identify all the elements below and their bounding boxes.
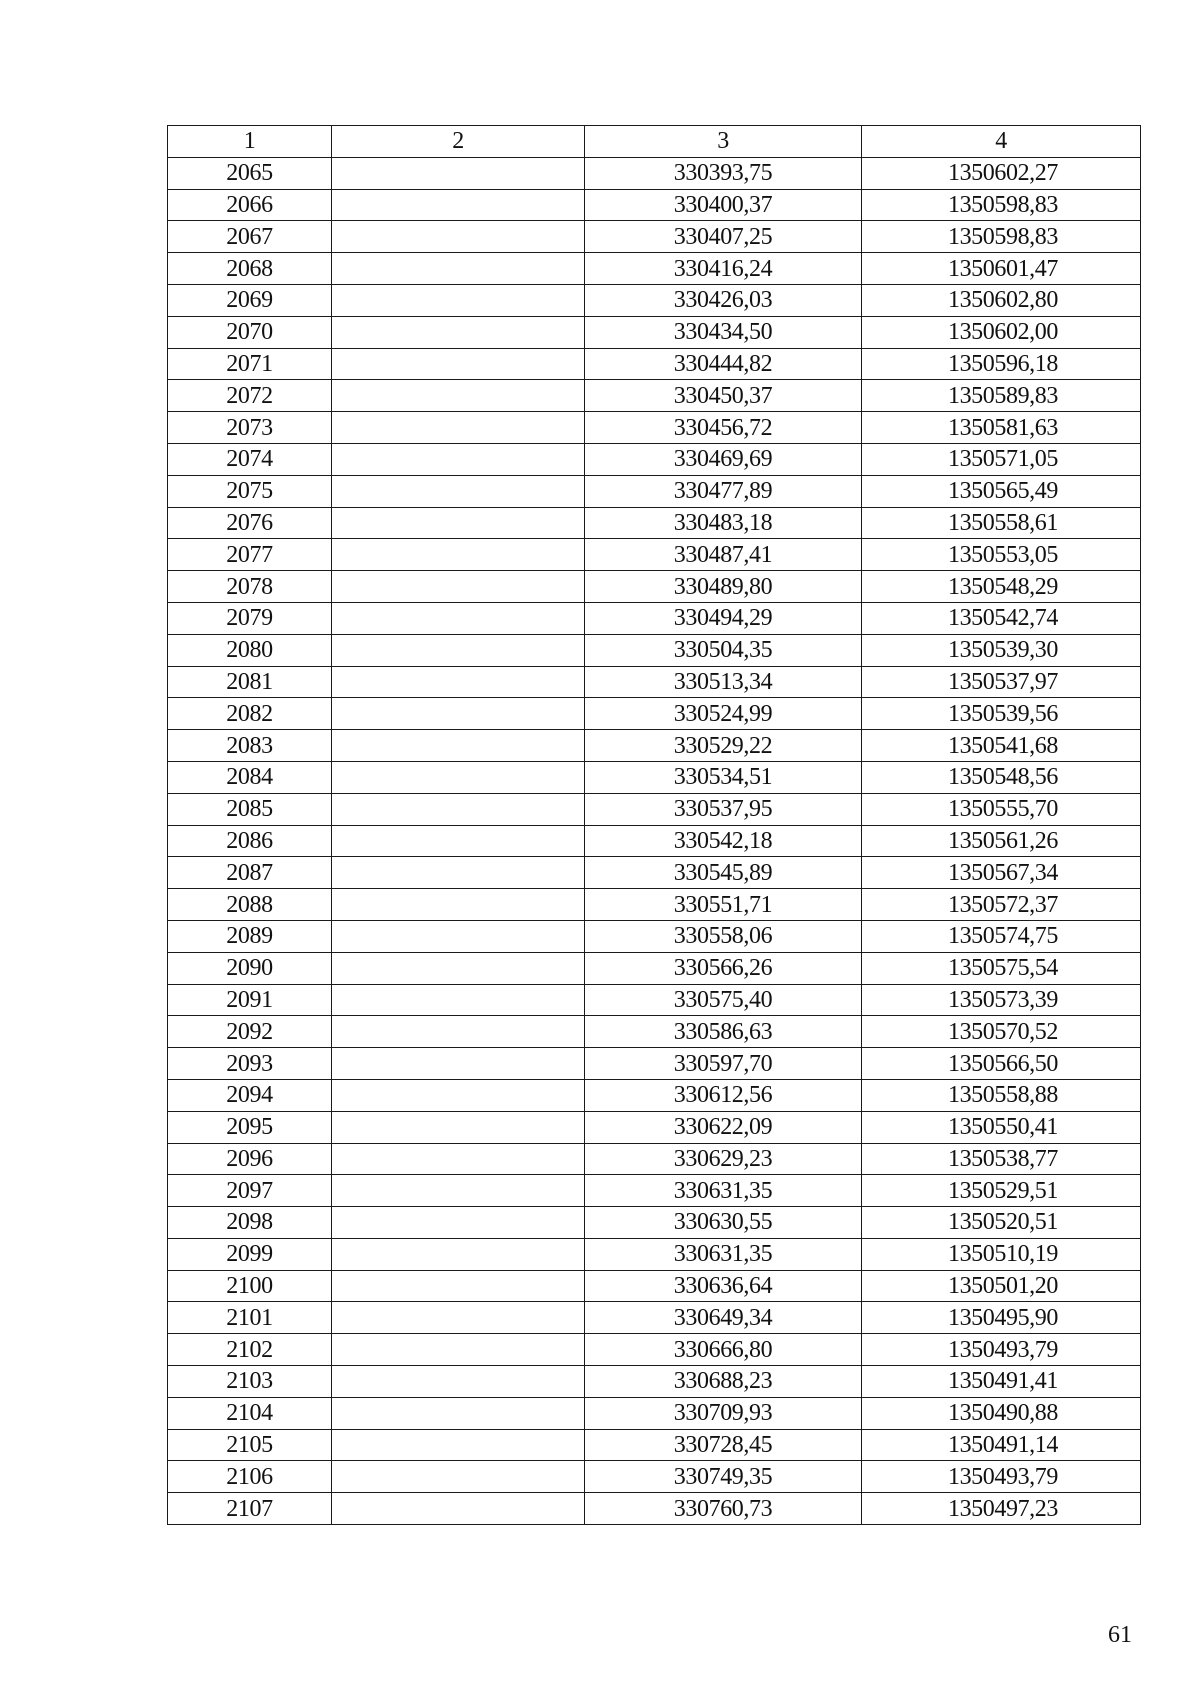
- table-cell-col-1: 2066: [168, 189, 332, 221]
- table-cell-col-2: [332, 475, 585, 507]
- table-cell-col-4: 1350596,18: [862, 348, 1141, 380]
- table-cell-col-1: 2077: [168, 539, 332, 571]
- coordinates-table: [167, 125, 1141, 1525]
- table-cell-col-4: 1350602,27: [862, 157, 1141, 189]
- table-cell-col-4: 1350573,39: [862, 984, 1141, 1016]
- table-cell-col-3: 330477,89: [585, 475, 862, 507]
- table-cell-col-1: 2104: [168, 1397, 332, 1429]
- table-cell-col-4: 1350570,52: [862, 1016, 1141, 1048]
- table-cell-col-2: [332, 602, 585, 634]
- table-cell-col-1: 2102: [168, 1334, 332, 1366]
- table-row: [168, 1334, 1141, 1366]
- table-cell-col-4: 1350558,88: [862, 1079, 1141, 1111]
- table-cell-col-2: [332, 316, 585, 348]
- table-cell-col-3: 330630,55: [585, 1207, 862, 1239]
- column-header-4: 4: [862, 126, 1141, 158]
- table-cell-col-2: [332, 539, 585, 571]
- table-cell-col-1: 2093: [168, 1048, 332, 1080]
- table-cell-col-2: [332, 380, 585, 412]
- table-cell-col-3: 330688,23: [585, 1366, 862, 1398]
- table-row: [168, 920, 1141, 952]
- table-cell-col-1: 2078: [168, 571, 332, 603]
- table-cell-col-2: [332, 348, 585, 380]
- table-cell-col-1: 2100: [168, 1270, 332, 1302]
- table-cell-col-4: 1350566,50: [862, 1048, 1141, 1080]
- column-header-1: 1: [168, 126, 332, 158]
- table-row: [168, 157, 1141, 189]
- table-cell-col-3: 330469,69: [585, 443, 862, 475]
- table-cell-col-3: 330622,09: [585, 1111, 862, 1143]
- table-cell-col-3: 330631,35: [585, 1175, 862, 1207]
- table-header-row: [168, 126, 1141, 158]
- table-cell-col-2: [332, 1397, 585, 1429]
- table-cell-col-1: 2092: [168, 1016, 332, 1048]
- table-cell-col-4: 1350574,75: [862, 920, 1141, 952]
- table-cell-col-1: 2091: [168, 984, 332, 1016]
- table-row: [168, 1366, 1141, 1398]
- table-cell-col-3: 330489,80: [585, 571, 862, 603]
- table-cell-col-1: 2099: [168, 1238, 332, 1270]
- table-cell-col-2: [332, 730, 585, 762]
- table-cell-col-2: [332, 952, 585, 984]
- table-row: [168, 1429, 1141, 1461]
- table-cell-col-1: 2098: [168, 1207, 332, 1239]
- table-cell-col-2: [332, 1207, 585, 1239]
- table-row: [168, 1207, 1141, 1239]
- table-cell-col-2: [332, 1111, 585, 1143]
- table-cell-col-3: 330529,22: [585, 730, 862, 762]
- table-cell-col-4: 1350553,05: [862, 539, 1141, 571]
- table-cell-col-2: [332, 157, 585, 189]
- table-cell-col-4: 1350598,83: [862, 221, 1141, 253]
- table-cell-col-2: [332, 920, 585, 952]
- table-row: [168, 1270, 1141, 1302]
- table-row: [168, 284, 1141, 316]
- table-cell-col-2: [332, 221, 585, 253]
- table-row: [168, 698, 1141, 730]
- table-cell-col-1: 2065: [168, 157, 332, 189]
- table-cell-col-4: 1350495,90: [862, 1302, 1141, 1334]
- table-cell-col-1: 2075: [168, 475, 332, 507]
- table-cell-col-4: 1350567,34: [862, 857, 1141, 889]
- table-row: [168, 412, 1141, 444]
- table-cell-col-1: 2074: [168, 443, 332, 475]
- table-row: [168, 984, 1141, 1016]
- table-row: [168, 253, 1141, 285]
- table-row: [168, 825, 1141, 857]
- table-cell-col-3: 330636,64: [585, 1270, 862, 1302]
- table-cell-col-2: [332, 507, 585, 539]
- table-cell-col-4: 1350561,26: [862, 825, 1141, 857]
- table-cell-col-4: 1350548,29: [862, 571, 1141, 603]
- table-cell-col-1: 2081: [168, 666, 332, 698]
- table-row: [168, 1302, 1141, 1334]
- table-cell-col-4: 1350491,14: [862, 1429, 1141, 1461]
- table-cell-col-4: 1350598,83: [862, 189, 1141, 221]
- table-cell-col-4: 1350542,74: [862, 602, 1141, 634]
- table-cell-col-2: [332, 1270, 585, 1302]
- table-row: [168, 571, 1141, 603]
- table-row: [168, 1079, 1141, 1111]
- table-cell-col-1: 2106: [168, 1461, 332, 1493]
- table-cell-col-2: [332, 1175, 585, 1207]
- table-cell-col-2: [332, 1461, 585, 1493]
- table-cell-col-1: 2079: [168, 602, 332, 634]
- table-cell-col-1: 2089: [168, 920, 332, 952]
- table-cell-col-3: 330504,35: [585, 634, 862, 666]
- table-cell-col-2: [332, 793, 585, 825]
- table-cell-col-4: 1350589,83: [862, 380, 1141, 412]
- table-row: [168, 730, 1141, 762]
- table-row: [168, 761, 1141, 793]
- table-cell-col-4: 1350538,77: [862, 1143, 1141, 1175]
- table-cell-col-1: 2088: [168, 889, 332, 921]
- table-cell-col-3: 330575,40: [585, 984, 862, 1016]
- table-cell-col-3: 330524,99: [585, 698, 862, 730]
- table-cell-col-3: 330542,18: [585, 825, 862, 857]
- table-cell-col-1: 2084: [168, 761, 332, 793]
- table-cell-col-2: [332, 1238, 585, 1270]
- table-cell-col-4: 1350555,70: [862, 793, 1141, 825]
- table-cell-col-3: 330426,03: [585, 284, 862, 316]
- table-row: [168, 1175, 1141, 1207]
- table-row: [168, 380, 1141, 412]
- table-cell-col-1: 2103: [168, 1366, 332, 1398]
- table-cell-col-3: 330612,56: [585, 1079, 862, 1111]
- table-cell-col-3: 330666,80: [585, 1334, 862, 1366]
- table-row: [168, 1048, 1141, 1080]
- table-cell-col-2: [332, 761, 585, 793]
- table-cell-col-3: 330456,72: [585, 412, 862, 444]
- table-cell-col-1: 2067: [168, 221, 332, 253]
- table-row: [168, 666, 1141, 698]
- table-cell-col-4: 1350497,23: [862, 1493, 1141, 1525]
- table-cell-col-3: 330749,35: [585, 1461, 862, 1493]
- table-cell-col-1: 2085: [168, 793, 332, 825]
- table-body: [168, 157, 1141, 1524]
- table-cell-col-3: 330597,70: [585, 1048, 862, 1080]
- table-cell-col-2: [332, 1334, 585, 1366]
- table-cell-col-4: 1350575,54: [862, 952, 1141, 984]
- table-row: [168, 1493, 1141, 1525]
- table-cell-col-2: [332, 857, 585, 889]
- table-cell-col-4: 1350510,19: [862, 1238, 1141, 1270]
- table-row: [168, 889, 1141, 921]
- table-cell-col-4: 1350529,51: [862, 1175, 1141, 1207]
- table-cell-col-4: 1350493,79: [862, 1334, 1141, 1366]
- table-cell-col-2: [332, 1429, 585, 1461]
- table-cell-col-3: 330400,37: [585, 189, 862, 221]
- table-cell-col-3: 330534,51: [585, 761, 862, 793]
- page-number: 61: [1108, 1622, 1132, 1648]
- table-cell-col-1: 2097: [168, 1175, 332, 1207]
- column-header-3: 3: [585, 126, 862, 158]
- table-cell-col-2: [332, 1302, 585, 1334]
- table-cell-col-2: [332, 412, 585, 444]
- table-cell-col-1: 2105: [168, 1429, 332, 1461]
- table-cell-col-2: [332, 666, 585, 698]
- table-row: [168, 443, 1141, 475]
- table-cell-col-4: 1350602,00: [862, 316, 1141, 348]
- table-row: [168, 1238, 1141, 1270]
- table-cell-col-4: 1350491,41: [862, 1366, 1141, 1398]
- table-cell-col-2: [332, 889, 585, 921]
- table-row: [168, 793, 1141, 825]
- table-cell-col-1: 2070: [168, 316, 332, 348]
- table-cell-col-4: 1350541,68: [862, 730, 1141, 762]
- table-cell-col-4: 1350572,37: [862, 889, 1141, 921]
- table-cell-col-4: 1350602,80: [862, 284, 1141, 316]
- table-row: [168, 539, 1141, 571]
- table-cell-col-4: 1350493,79: [862, 1461, 1141, 1493]
- table-cell-col-4: 1350501,20: [862, 1270, 1141, 1302]
- table-cell-col-4: 1350571,05: [862, 443, 1141, 475]
- table-cell-col-1: 2096: [168, 1143, 332, 1175]
- table-row: [168, 1397, 1141, 1429]
- table-cell-col-2: [332, 1143, 585, 1175]
- column-header-2: 2: [332, 126, 585, 158]
- table-cell-col-4: 1350539,56: [862, 698, 1141, 730]
- table-cell-col-3: 330760,73: [585, 1493, 862, 1525]
- table-cell-col-4: 1350539,30: [862, 634, 1141, 666]
- table-cell-col-3: 330649,34: [585, 1302, 862, 1334]
- table-row: [168, 1111, 1141, 1143]
- table-cell-col-3: 330513,34: [585, 666, 862, 698]
- table-row: [168, 1461, 1141, 1493]
- table-cell-col-1: 2095: [168, 1111, 332, 1143]
- table-cell-col-4: 1350520,51: [862, 1207, 1141, 1239]
- table-cell-col-3: 330558,06: [585, 920, 862, 952]
- table-cell-col-3: 330631,35: [585, 1238, 862, 1270]
- table-cell-col-1: 2083: [168, 730, 332, 762]
- table-cell-col-4: 1350550,41: [862, 1111, 1141, 1143]
- table-cell-col-1: 2072: [168, 380, 332, 412]
- table-cell-col-3: 330494,29: [585, 602, 862, 634]
- table-cell-col-1: 2090: [168, 952, 332, 984]
- table-cell-col-3: 330434,50: [585, 316, 862, 348]
- table-cell-col-3: 330709,93: [585, 1397, 862, 1429]
- table-row: [168, 348, 1141, 380]
- table-cell-col-2: [332, 1493, 585, 1525]
- table-cell-col-1: 2101: [168, 1302, 332, 1334]
- table-cell-col-4: 1350581,63: [862, 412, 1141, 444]
- table-cell-col-2: [332, 825, 585, 857]
- table-cell-col-3: 330444,82: [585, 348, 862, 380]
- table-cell-col-3: 330586,63: [585, 1016, 862, 1048]
- table-cell-col-3: 330450,37: [585, 380, 862, 412]
- table-cell-col-4: 1350601,47: [862, 253, 1141, 285]
- table-cell-col-2: [332, 189, 585, 221]
- table-row: [168, 1016, 1141, 1048]
- table-cell-col-3: 330393,75: [585, 157, 862, 189]
- table-cell-col-1: 2073: [168, 412, 332, 444]
- table-cell-col-1: 2107: [168, 1493, 332, 1525]
- table-cell-col-1: 2087: [168, 857, 332, 889]
- table-cell-col-2: [332, 984, 585, 1016]
- table-cell-col-3: 330566,26: [585, 952, 862, 984]
- table-row: [168, 475, 1141, 507]
- table-cell-col-1: 2094: [168, 1079, 332, 1111]
- table-row: [168, 602, 1141, 634]
- table-cell-col-4: 1350558,61: [862, 507, 1141, 539]
- table-cell-col-4: 1350565,49: [862, 475, 1141, 507]
- table-cell-col-2: [332, 1048, 585, 1080]
- table-row: [168, 221, 1141, 253]
- table-row: [168, 857, 1141, 889]
- table-row: [168, 316, 1141, 348]
- table-cell-col-1: 2086: [168, 825, 332, 857]
- table-cell-col-2: [332, 571, 585, 603]
- table-cell-col-2: [332, 284, 585, 316]
- table-cell-col-2: [332, 1366, 585, 1398]
- table-row: [168, 1143, 1141, 1175]
- table-cell-col-1: 2076: [168, 507, 332, 539]
- table-cell-col-2: [332, 698, 585, 730]
- table-cell-col-3: 330551,71: [585, 889, 862, 921]
- table-cell-col-3: 330537,95: [585, 793, 862, 825]
- table-cell-col-2: [332, 634, 585, 666]
- table-cell-col-1: 2068: [168, 253, 332, 285]
- table-cell-col-2: [332, 1079, 585, 1111]
- table-cell-col-3: 330728,45: [585, 1429, 862, 1461]
- table-cell-col-3: 330629,23: [585, 1143, 862, 1175]
- table-row: [168, 634, 1141, 666]
- table-cell-col-4: 1350537,97: [862, 666, 1141, 698]
- table-cell-col-1: 2080: [168, 634, 332, 666]
- table-cell-col-3: 330407,25: [585, 221, 862, 253]
- table-cell-col-3: 330416,24: [585, 253, 862, 285]
- table-cell-col-2: [332, 443, 585, 475]
- table-row: [168, 952, 1141, 984]
- table-cell-col-1: 2071: [168, 348, 332, 380]
- table-row: [168, 507, 1141, 539]
- table-cell-col-3: 330545,89: [585, 857, 862, 889]
- table-cell-col-3: 330487,41: [585, 539, 862, 571]
- table-cell-col-4: 1350490,88: [862, 1397, 1141, 1429]
- table-cell-col-2: [332, 253, 585, 285]
- table-cell-col-4: 1350548,56: [862, 761, 1141, 793]
- table-cell-col-3: 330483,18: [585, 507, 862, 539]
- table-cell-col-2: [332, 1016, 585, 1048]
- table-cell-col-1: 2082: [168, 698, 332, 730]
- table-cell-col-1: 2069: [168, 284, 332, 316]
- table-row: [168, 189, 1141, 221]
